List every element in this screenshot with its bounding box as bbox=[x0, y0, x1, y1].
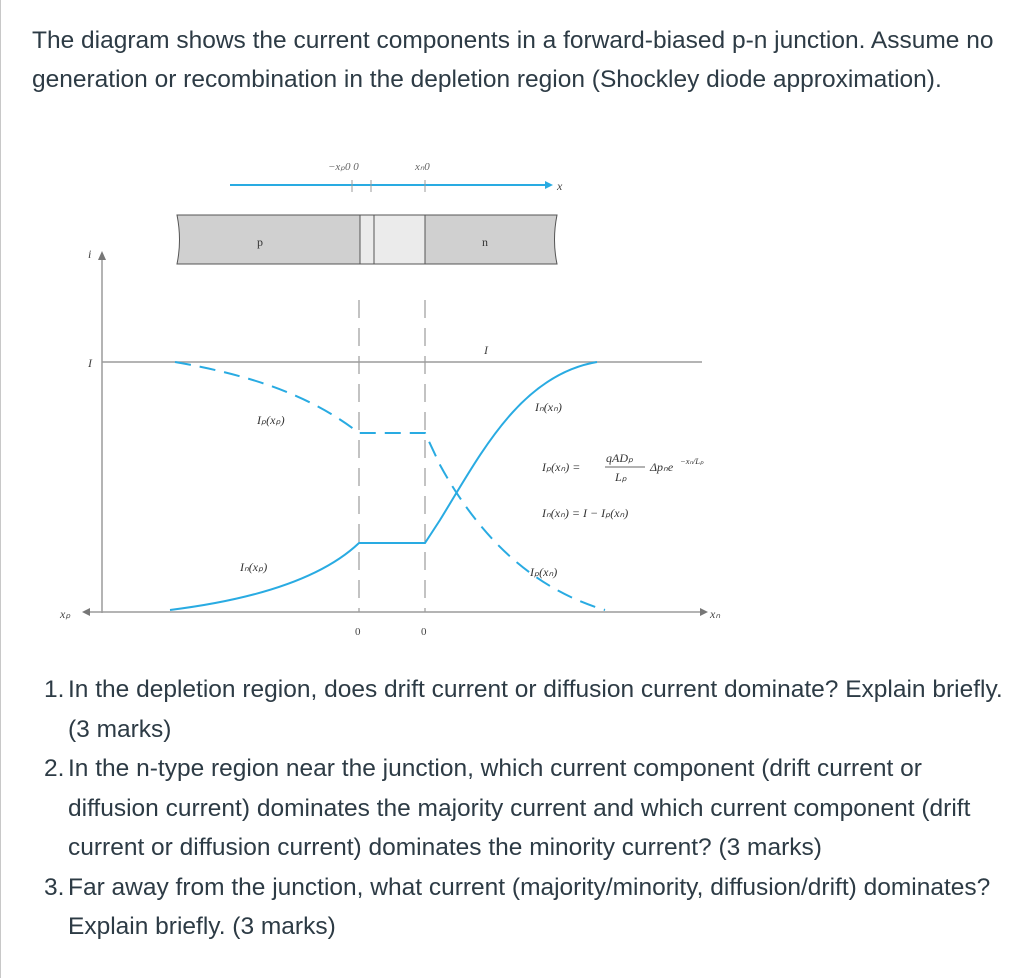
question-number: 2. bbox=[44, 755, 65, 782]
n-label: n bbox=[482, 235, 488, 249]
question-text: In the depletion region, does drift current or diffusion current dominate? Explain briefly. (3 marks) bbox=[68, 676, 1003, 743]
bottom-x-axis-left-arrow bbox=[82, 608, 90, 616]
page-border bbox=[0, 0, 1, 978]
question-number: 3. bbox=[44, 873, 65, 901]
top-x-axis-arrow bbox=[545, 181, 553, 189]
bottom-zero-right: 0 bbox=[421, 626, 427, 638]
question-item bbox=[44, 868, 1019, 947]
eq1-denominator: Lₚ bbox=[615, 470, 627, 484]
bottom-axis-left-label: xₚ bbox=[60, 607, 71, 621]
label-ip-xp: Iₚ(xₚ) bbox=[257, 413, 285, 427]
p-region-bar bbox=[177, 215, 360, 264]
top-axis-right-label: xₙ0 bbox=[415, 161, 430, 173]
question-list bbox=[44, 670, 1019, 947]
eq2: Iₙ(xₙ) = I − Iₚ(xₙ) bbox=[542, 506, 629, 520]
pn-junction-diagram bbox=[40, 150, 740, 650]
p-label: p bbox=[257, 235, 263, 249]
question-number: 1. bbox=[44, 676, 65, 703]
question-text: Far away from the junction, what current (majority/minority, diffusion/drift) dominates? Explain briefly. (3 marks) bbox=[68, 873, 991, 940]
y-axis-label: i bbox=[88, 247, 92, 261]
depletion-region-bar bbox=[360, 215, 425, 264]
bottom-zero-left: 0 bbox=[355, 626, 361, 638]
y-axis-arrow bbox=[98, 251, 106, 260]
eq1-exponent: −xₙ/Lₚ bbox=[680, 456, 704, 466]
label-in-xp: Iₙ(xₚ) bbox=[240, 560, 268, 574]
question-item bbox=[44, 670, 1019, 749]
eq1-lhs: Iₚ(xₙ) = bbox=[542, 460, 581, 474]
bottom-x-axis-right-arrow bbox=[700, 608, 708, 616]
top-axis-left-label: −xₚ0 0 bbox=[328, 161, 359, 173]
intro-text: The diagram shows the current components in a forward-biased p-n junction. Assume no generation or recombination in the depletion region (Shockley diode approximation). bbox=[32, 26, 994, 93]
label-ip-xn: Iₚ(xₙ) bbox=[530, 565, 558, 579]
eq1-numerator: qADₚ bbox=[606, 451, 634, 465]
n-region-bar bbox=[425, 215, 557, 264]
y-level-label: I bbox=[88, 356, 92, 370]
total-current-label: I bbox=[484, 343, 488, 357]
question-item bbox=[44, 749, 1019, 868]
eq1-rhs: Δpₙe bbox=[650, 460, 674, 474]
label-in-xn: Iₙ(xₙ) bbox=[535, 400, 562, 414]
question-text: In the n-type region near the junction, which current component (drift current or diffusion current) dominates the majority current and which current component (drift current or diffusion current) dominates the minority current? (3 marks) bbox=[68, 755, 971, 861]
bottom-axis-right-label: xₙ bbox=[710, 607, 721, 621]
top-axis-x-label: x bbox=[557, 179, 563, 193]
